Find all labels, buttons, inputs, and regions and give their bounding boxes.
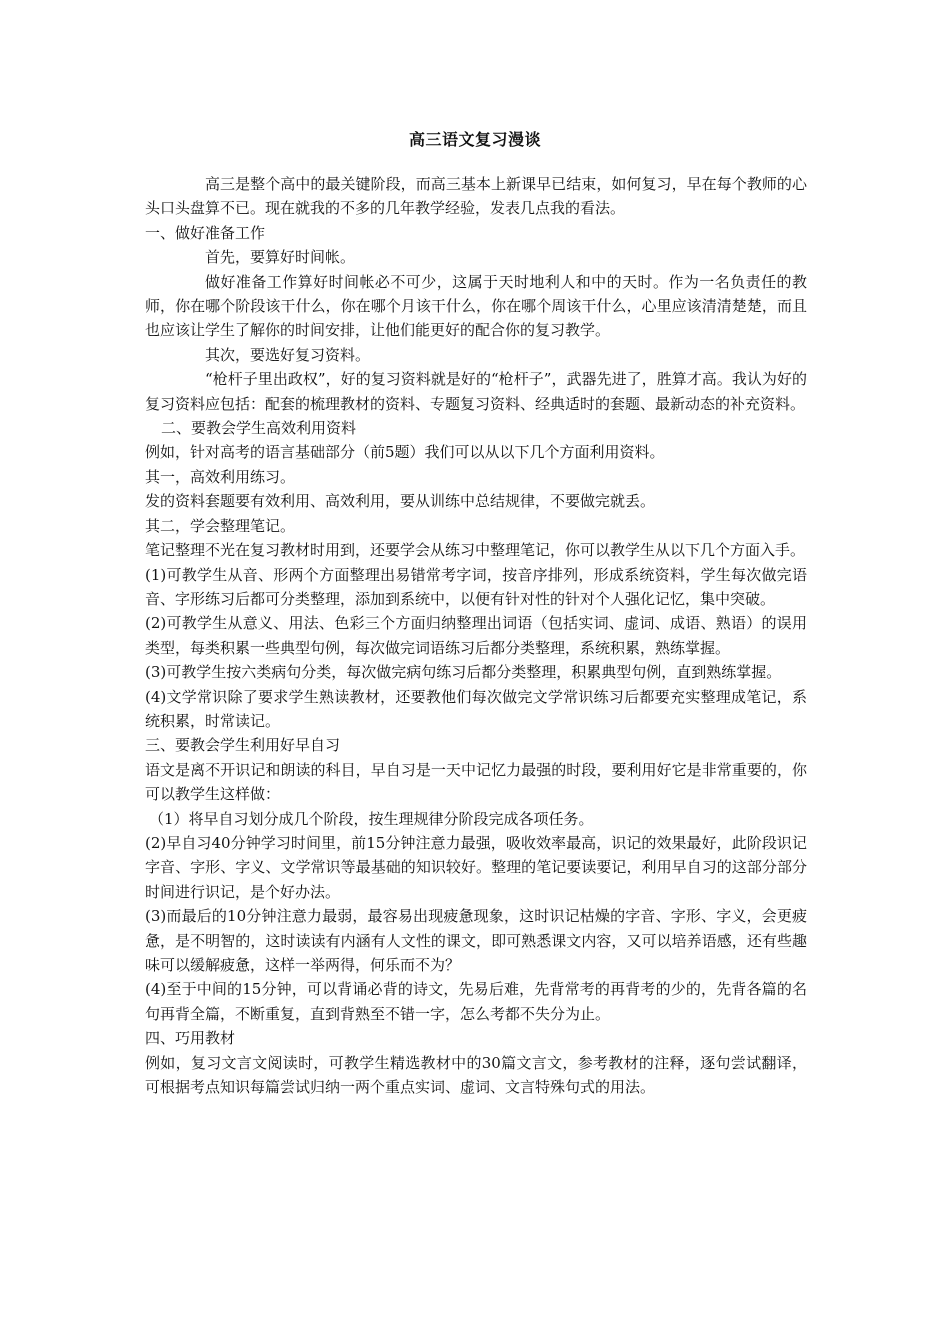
list-item: (2)可教学生从意义、用法、色彩三个方面归纳整理出词语（包括实词、虚词、成语、熟语）的误用类型，每类积累一些典型句例，每次做完词语练习后都分类整理，系统积累，熟练掌握。: [145, 614, 807, 657]
document-title: 高三语文复习漫谈: [408, 130, 541, 149]
list-item: (1)可教学生从音、形两个方面整理出易错常考字词，按音序排列，形成系统资料，学生每次做完语音、字形练习后都可分类整理，添加到系统中，以便有针对性的针对个人强化记忆，集中突破。: [145, 565, 807, 608]
section-heading: 三、要教会学生利用好早自习: [145, 736, 341, 755]
list-item: (4)文学常识除了要求学生熟读教材，还要教他们每次做完文学常识练习后都要充实整理成笔记，系统积累，时常读记。: [145, 687, 807, 730]
list-item: (3)可教学生按六类病句分类，每次做完病句练习后都分类整理，积累典型句例，直到熟练掌握。: [145, 663, 782, 682]
paragraph: 其次，要选好复习资料。: [205, 345, 371, 364]
paragraph: “枪杆子里出政权”，好的复习资料就是好的“枪杆子”，武器先进了，胜算才高。我认为好的复习资料应包括：配套的梳理教材的资料、专题复习资料、经典适时的套题、最新动态的补充资料。: [145, 370, 807, 413]
document-body: [145, 172, 807, 1099]
paragraph: 做好准备工作算好时间帐必不可少，这属于天时地利人和中的天时。作为一名负责任的教师，你在哪个阶段该干什么，你在哪个月该干什么，你在哪个周该干什么，心里应该清清楚楚，而且也应该让学生了解你的时间安排，让他们能更好的配合你的复习教学。: [145, 272, 807, 340]
paragraph: 发的资料套题要有效利用、高效利用，要从训练中总结规律，不要做完就丢。: [145, 492, 656, 511]
paragraph: 高三是整个高中的最关键阶段，而高三基本上新课早已结束，如何复习，早在每个教师的心头口头盘算不已。现在就我的不多的几年教学经验，发表几点我的看法。: [145, 175, 807, 218]
paragraph: 例如，复习文言文阅读时，可教学生精选教材中的30篇文言文，参考教材的注释，逐句尝试翻译，可根据考点知识每篇尝试归纳一两个重点实词、虚词、文言特殊句式的用法。: [145, 1053, 807, 1097]
paragraph: 笔记整理不光在复习教材时用到，还要学会从练习中整理笔记，你可以教学生从以下几个方面入手。: [145, 541, 806, 560]
list-item: (4)至于中间的15分钟，可以背诵必背的诗文，先易后难，先背常考的再背考的少的，先背各篇的名句再背全篇，不断重复，直到背熟至不错一字，怎么考都不失分为止。: [145, 980, 807, 1023]
section-heading: 一、做好准备工作: [145, 223, 266, 242]
paragraph: 其一，高效利用练习。: [145, 467, 296, 486]
list-item: (3)而最后的10分钟注意力最弱，最容易出现疲惫现象，这时识记枯燥的字音、字形、字义，会更疲惫，是不明智的，这时读读有内涵有人文性的课文，即可熟悉课文内容，又可以培养语感，还有些趣味可以缓解疲惫，这样一举两得，何乐而不为？: [145, 907, 807, 974]
list-item: (2)早自习40分钟学习时间里，前15分钟注意力最强，吸收效率最高，识记的效果最好，此阶段识记字音、字形、字义、文学常识等最基础的知识较好。整理的笔记要读要记，利用早自习的这部分部分时间进行识记，是个好办法。: [145, 833, 807, 901]
paragraph: 语文是离不开识记和朗读的科目，早自习是一天中记忆力最强的时段，要利用好它是非常重要的，你可以教学生这样做：: [145, 760, 807, 804]
list-item: （1）将早自习划分成几个阶段，按生理规律分阶段完成各项任务。: [149, 809, 594, 828]
paragraph: 其二，学会整理笔记。: [145, 516, 296, 535]
paragraph: 首先，要算好时间帐。: [205, 248, 356, 267]
section-heading: 四、巧用教材: [145, 1029, 236, 1048]
section-heading: 二、要教会学生高效利用资料: [161, 419, 357, 438]
paragraph: 例如，针对高考的语言基础部分（前5题）我们可以从以下几个方面利用资料。: [145, 443, 665, 462]
